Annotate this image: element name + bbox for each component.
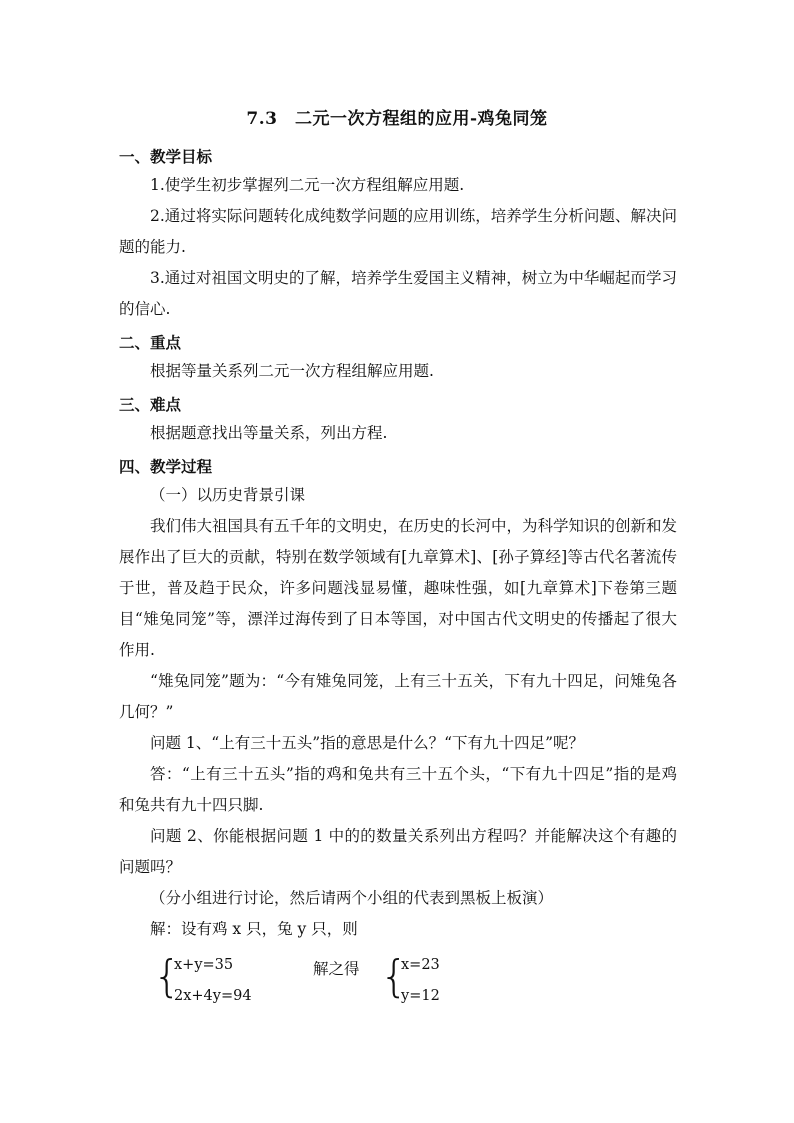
- equation-1: x+y=35: [174, 957, 234, 973]
- section-heading-key-points: 二、重点: [119, 333, 182, 352]
- left-brace: {: [153, 951, 181, 1002]
- section-heading-objectives: 一、教学目标: [119, 147, 213, 166]
- question-2: 问题 2、你能根据问题 1 中的的数量关系列出方程吗？并能解决这个有趣的问题吗？: [119, 827, 677, 876]
- solution-intro: 解：设有鸡 x 只，兔 y 只，则: [150, 920, 358, 938]
- solve-label: 解之得: [313, 960, 360, 978]
- process-subheading: （一）以历史背景引课: [150, 486, 306, 504]
- answer-1: 答：“上有三十五头”指的鸡和兔共有三十五个头，“下有九十四足”指的是鸡和兔共有九十四只脚.: [119, 765, 677, 814]
- solution-x: x=23: [401, 957, 440, 973]
- section-heading-difficulties: 三、难点: [119, 395, 182, 414]
- objective-item-1: 1.使学生初步掌握列二元一次方程组解应用题.: [150, 176, 465, 194]
- solution-y: y=12: [401, 988, 440, 1004]
- section-heading-process: 四、教学过程: [119, 457, 213, 476]
- history-paragraph: 我们伟大祖国具有五千年的文明史，在历史的长河中，为科学知识的创新和发展作出了巨大的贡献，特别在数学领域有[九章算术]、[孙子算经]等古代名著流传于世，普及趋于民众，许多问题浅显易懂，趣味性强，如[九章算术]下卷第三题目“雉兔同笼”等，漂洋过海传到了日本等国，对中国古代文明史的传播起了很大作用.: [119, 517, 678, 659]
- problem-statement: “雉兔同笼”题为：“今有雉兔同笼，上有三十五关，下有九十四足，问雉兔各几何？”: [119, 672, 677, 721]
- question-1: 问题 1、“上有三十五头”指的意思是什么？“下有九十四足”呢？: [150, 734, 584, 752]
- page-title: 7.3 二元一次方程组的应用-鸡兔同笼: [246, 109, 548, 129]
- objective-item-3: 3.通过对祖国文明史的了解，培养学生爱国主义精神，树立为中华崛起而学习的信心.: [119, 269, 677, 318]
- discussion-note: （分小组进行讨论，然后请两个小组的代表到黑板上板演）: [150, 889, 554, 907]
- difficulties-text: 根据题意找出等量关系，列出方程.: [150, 424, 388, 442]
- key-points-text: 根据等量关系列二元一次方程组解应用题.: [150, 362, 434, 380]
- right-brace: {: [380, 951, 408, 1002]
- objective-item-2: 2.通过将实际问题转化成纯数学问题的应用训练，培养学生分析问题、解决问题的能力.: [119, 207, 677, 256]
- equation-2: 2x+4y=94: [174, 988, 252, 1004]
